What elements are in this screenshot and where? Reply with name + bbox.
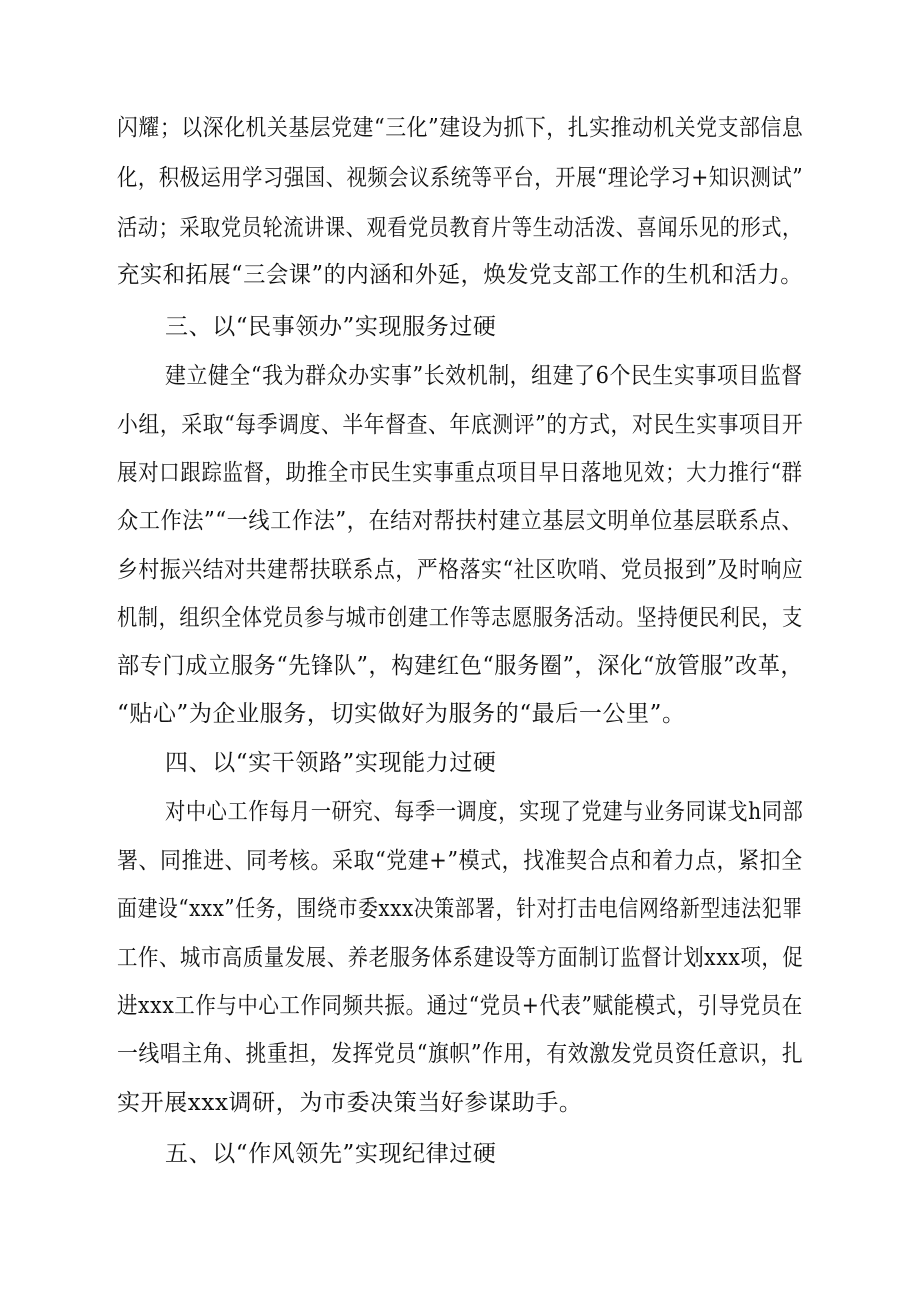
section-heading-5: 五、以“作风领先”实现纪律过硬 <box>165 1141 497 1167</box>
paragraph-line: 部专门成立服务“先锋队”，构建红色“服务圈”，深化“放管服”改革， <box>117 653 804 679</box>
paragraph-line: 充实和拓展“三会课”的内涵和外延，焕发党支部工作的生机和活力。 <box>117 262 804 288</box>
paragraph-line: 化，积极运用学习强国、视频会议系统等平台，开展“理论学习+知识测试” <box>117 165 804 191</box>
paragraph-line: 闪耀；以深化机关基层党建“三化”建设为抓下，扎实推动机关党支部信息 <box>117 115 804 141</box>
paragraph-line: 工作、城市高质量发展、养老服务体系建设等方面制订监督计划xxx项，促 <box>117 945 804 971</box>
paragraph-line: 进xxx工作与中心工作同频共振。通过“党员+代表”赋能模式，引导党员在 <box>117 993 803 1019</box>
paragraph-line: 展对口跟踪监督，助推全市民生实事重点项目早日落地见效；大力推行“群 <box>117 460 803 486</box>
paragraph-line: 署、同推进、同考核。采取“党建+”模式，找准契合点和着力点，紧扣全 <box>117 848 803 874</box>
paragraph-line: 面建设“xxx”任务，围绕市委xxx决策部署，针对打击电信网络新型违法犯罪 <box>117 896 803 922</box>
paragraph-line: 活动；采取党员轮流讲课、观看党员教育片等生动活泼、喜闻乐见的形式， <box>117 215 803 241</box>
paragraph-line: 实开展xxx调研，为市委决策当好参谋助手。 <box>117 1090 583 1116</box>
paragraph-line: 小组，采取“每季调度、半年督查、年底测评”的方式，对民生实事项目开 <box>117 412 804 438</box>
paragraph-line: 乡村振兴结对共建帮扶联系点，严格落实“社区吹哨、党员报到”及时响应 <box>117 557 804 583</box>
section-heading-4: 四、以“实干领路”实现能力过硬 <box>165 750 497 776</box>
paragraph-line: 机制，组织全体党员参与城市创建工作等志愿服务活动。坚持便民利民，支 <box>117 605 803 631</box>
section-heading-3: 三、以“民事领办”实现服务过硬 <box>165 314 497 340</box>
paragraph-line: 一线唱主角、挑重担，发挥党员“旗帜”作用，有效激发党员资任意识，扎 <box>117 1041 804 1067</box>
paragraph-line: 对中心工作每月一研究、每季一调度，实现了党建与业务同谋戈h同部 <box>165 799 804 825</box>
paragraph-line: 建立健全“我为群众办实事”长效机制，组建了6个民生实事项目监督 <box>165 363 803 389</box>
paragraph-line: “贴心”为企业服务，切实做好为服务的“最后一公里”。 <box>117 701 686 727</box>
paragraph-line: 众工作法”“一线工作法”，在结对帮扶村建立基层文明单位基层联系点、 <box>117 508 804 534</box>
